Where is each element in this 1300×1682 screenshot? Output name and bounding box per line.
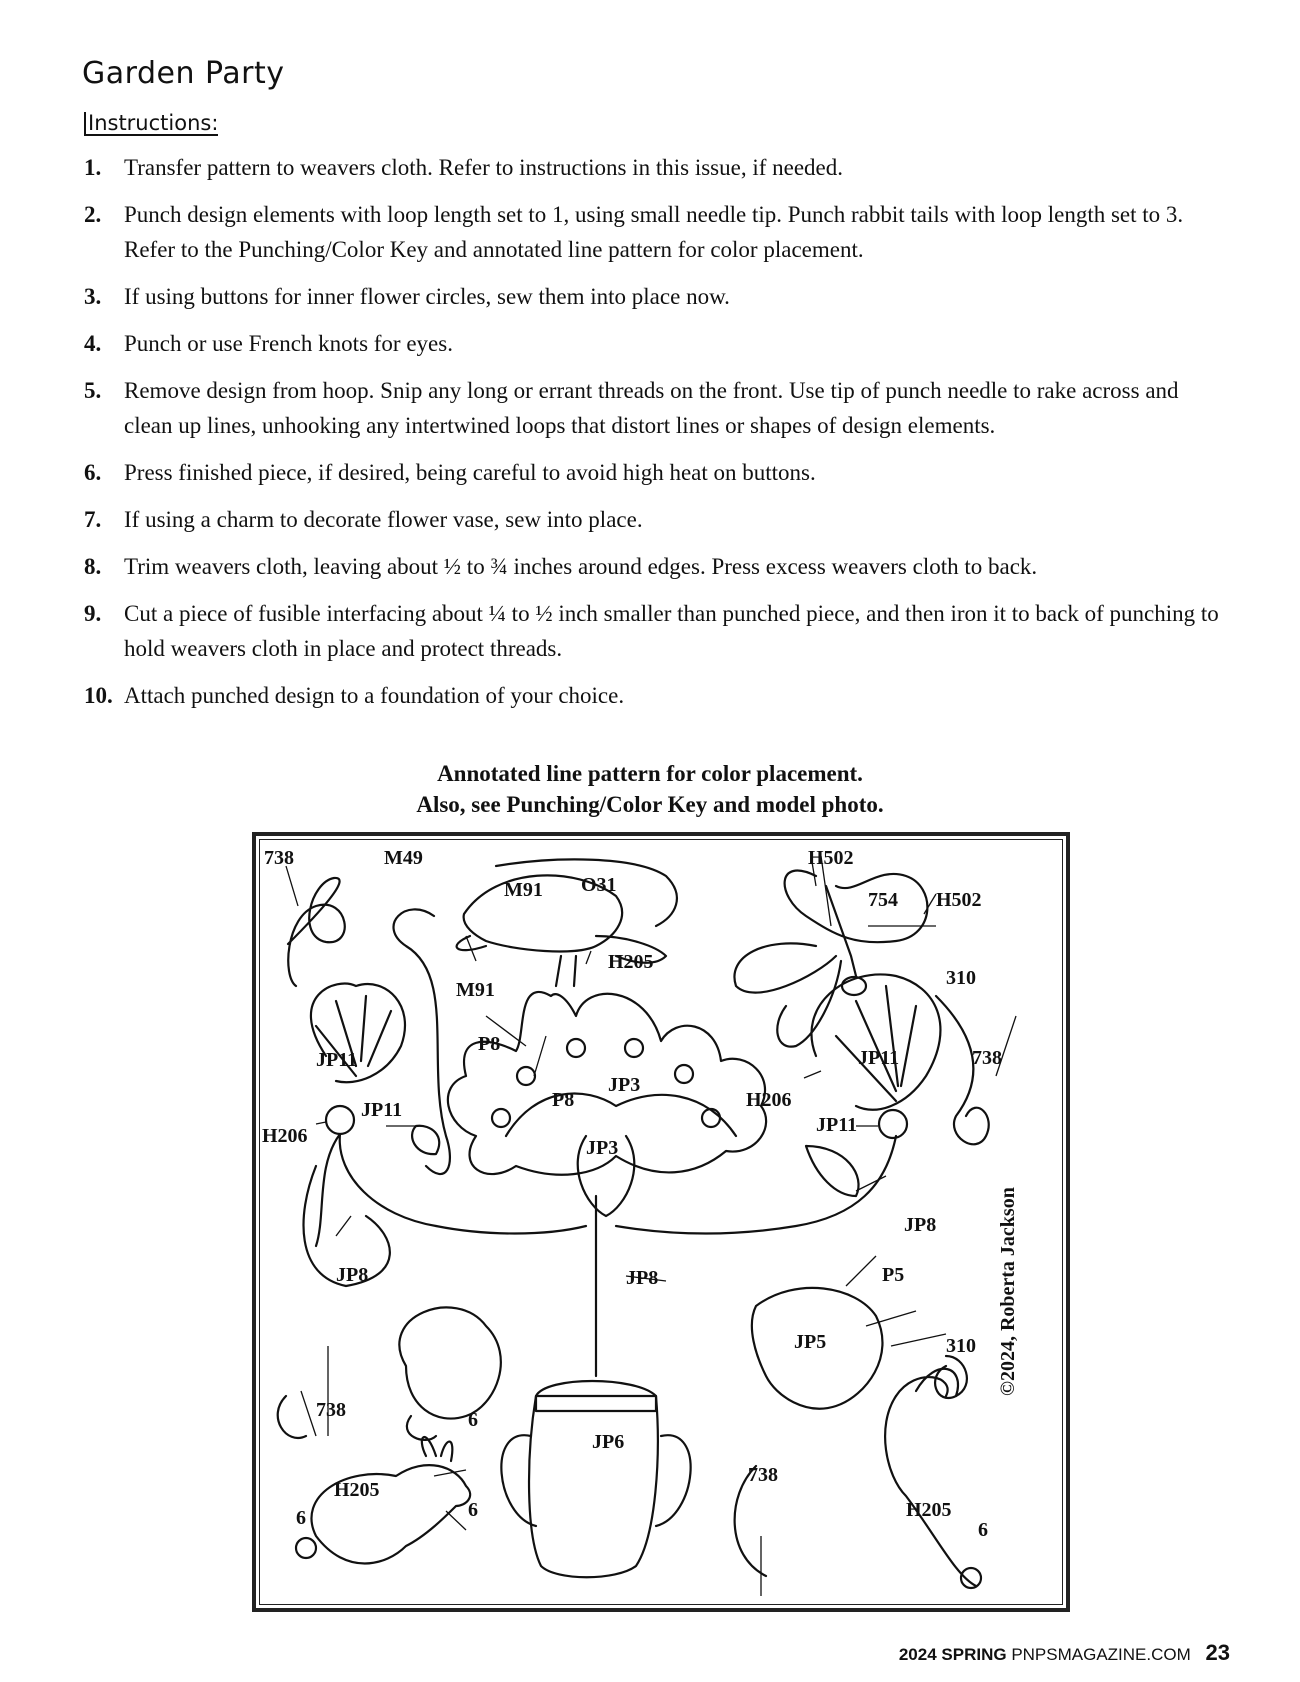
step-text: If using a charm to decorate flower vase, sew into place. [124,507,643,532]
instruction-step [84,455,1224,490]
step-number: 9. [84,601,102,626]
pattern-caption [0,758,1300,820]
label-p8: P8 [552,1089,575,1111]
label-738: 738 [316,1399,346,1421]
label-738: 738 [748,1464,778,1486]
caption-line-1: Annotated line pattern for color placement. [437,761,863,786]
label-h502: H502 [936,889,982,911]
instruction-list [84,150,1224,725]
label-m91: M91 [504,879,543,901]
page-footer [899,1640,1230,1666]
label-jp11: JP11 [316,1049,358,1071]
label-h205: H205 [334,1479,380,1501]
label-310: 310 [946,1335,976,1357]
instruction-step [84,678,1224,713]
step-number: 2. [84,202,102,227]
label-754: 754 [868,889,898,911]
step-text: Trim weavers cloth, leaving about ½ to ¾ inches around edges. Press excess weavers cloth to back. [124,554,1038,579]
label-6: 6 [978,1519,988,1541]
label-m91: M91 [456,979,495,1001]
caption-line-2: Also, see Punching/Color Key and model photo. [416,792,884,817]
page-number: 23 [1205,1640,1230,1665]
label-jp3: JP3 [608,1074,641,1096]
step-number: 3. [84,284,102,309]
label-h206: H206 [262,1125,308,1147]
pattern-labels [256,836,1066,1608]
label-738: 738 [972,1047,1002,1069]
instruction-step [84,279,1224,314]
label-o31: O31 [581,874,617,896]
label-6: 6 [468,1409,478,1431]
step-number: 7. [84,507,102,532]
instruction-step [84,373,1224,443]
annotated-line-pattern [252,832,1070,1612]
label-jp6: JP6 [592,1431,625,1453]
label-jp8: JP8 [904,1214,937,1236]
label-jp11: JP11 [816,1114,858,1136]
label-h205: H205 [608,951,654,973]
step-text: Cut a piece of fusible interfacing about ¼ to ½ inch smaller than punched piece, and then iron it to back of punching to hold weavers cloth in place and protect threads. [124,601,1219,661]
label-310: 310 [946,967,976,989]
label-jp8: JP8 [626,1267,659,1289]
label-jp5: JP5 [794,1331,827,1353]
step-number: 5. [84,378,102,403]
label-6: 6 [296,1507,306,1529]
issue-label: 2024 SPRING [898,1645,1007,1664]
instruction-step [84,150,1224,185]
step-text: If using buttons for inner flower circles, sew them into place now. [124,284,730,309]
step-number: 8. [84,554,102,579]
label-jp11: JP11 [858,1047,900,1069]
instruction-step [84,326,1224,361]
instructions-heading: Instructions: [84,112,218,136]
step-number: 4. [84,331,102,356]
label-jp11: JP11 [361,1099,403,1121]
step-text: Remove design from hoop. Snip any long or errant threads on the front. Use tip of punch needle to rake across and clean up lines, unhooking any intertwined loops that distort lines or shapes of design elements. [124,378,1179,438]
instruction-step [84,502,1224,537]
label-p5: P5 [882,1264,905,1286]
instruction-step [84,549,1224,584]
step-number: 1. [84,155,102,180]
step-text: Transfer pattern to weavers cloth. Refer to instructions in this issue, if needed. [124,155,844,180]
page-title: Garden Party [82,56,285,91]
label-h206: H206 [746,1089,792,1111]
label-h205: H205 [906,1499,952,1521]
label-6: 6 [468,1499,478,1521]
label-p8: P8 [478,1033,501,1055]
label-h502: H502 [808,847,854,869]
label-m49: M49 [384,847,423,869]
instruction-step [84,197,1224,267]
step-text: Press finished piece, if desired, being careful to avoid high heat on buttons. [124,460,816,485]
copyright-text: ©2024, Roberta Jackson [997,1187,1019,1396]
label-jp8: JP8 [336,1264,369,1286]
step-number: 10. [84,683,113,708]
step-number: 6. [84,460,102,485]
site-label: PNPSMAGAZINE.COM [1011,1645,1191,1664]
step-text: Attach punched design to a foundation of your choice. [124,683,625,708]
label-jp3: JP3 [586,1137,619,1159]
label-738: 738 [264,847,294,869]
step-text: Punch or use French knots for eyes. [124,331,453,356]
instruction-step [84,596,1224,666]
step-text: Punch design elements with loop length set to 1, using small needle tip. Punch rabbit tails with loop length set to 3. Refer to the Punching/Color Key and annotated line pattern for color placement. [124,202,1184,262]
